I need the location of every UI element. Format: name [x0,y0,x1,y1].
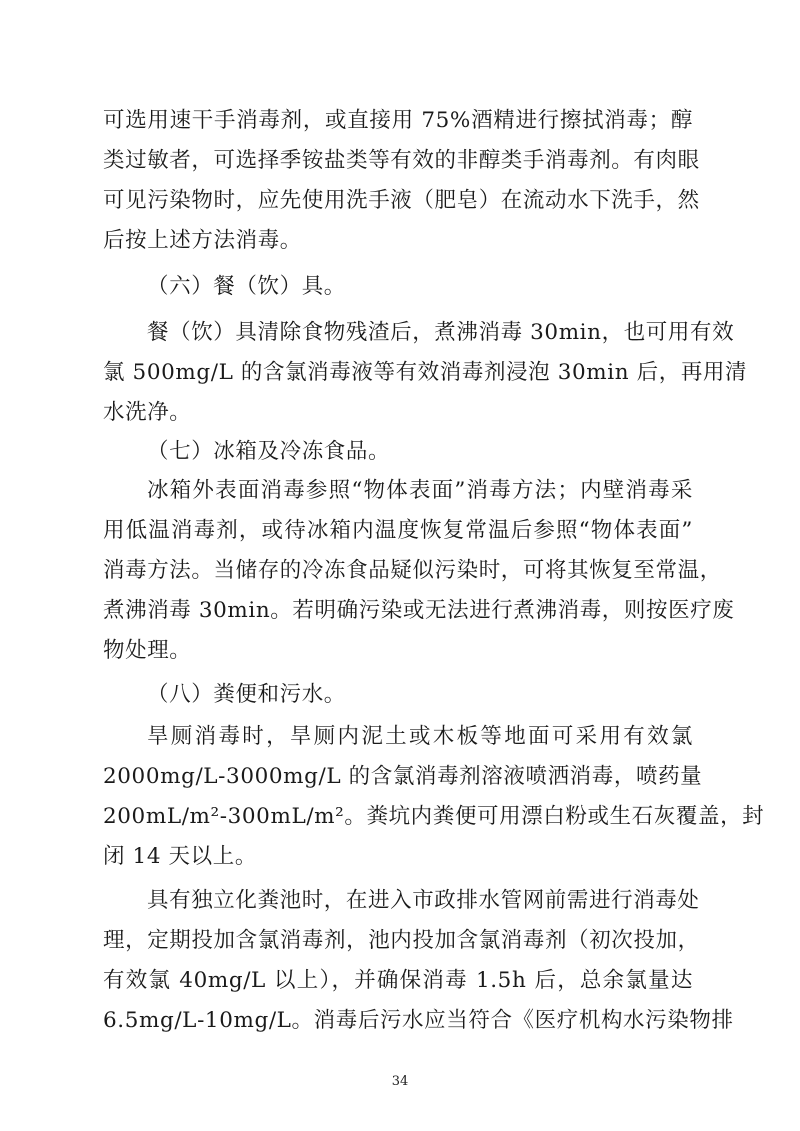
text-line: 煮沸消毒 30min。若明确污染或无法进行煮沸消毒，则按医疗废 [103,598,735,623]
text-line: 类过敏者，可选择季铵盐类等有效的非醇类手消毒剂。有肉眼 [103,148,700,173]
text-line: 物处理。 [103,638,192,663]
page-number: 34 [391,1074,409,1089]
text-line: 水洗净。 [103,400,192,425]
text-line: 后按上述方法消毒。 [103,228,302,253]
text-line: 有效氯 40mg/L 以上），并确保消毒 1.5h 后，总余氯量达 [103,968,693,993]
text-line: 旱厕消毒时，旱厕内泥土或木板等地面可采用有效氯 [147,724,693,749]
text-line: 理，定期投加含氯消毒剂，池内投加含氯消毒剂（初次投加， [103,928,700,953]
section-heading: （八）粪便和污水。 [147,682,346,707]
text-line: 氯 500mg/L 的含氯消毒液等有效消毒剂浸泡 30min 后，再用清 [103,360,748,385]
text-line: 可见污染物时，应先使用洗手液（肥皂）在流动水下洗手，然 [103,188,700,213]
text-line: 冰箱外表面消毒参照“物体表面”消毒方法；内壁消毒采 [147,478,693,503]
text-line: 具有独立化粪池时，在进入市政排水管网前需进行消毒处 [147,888,700,913]
section-heading: （六）餐（饮）具。 [147,274,346,299]
text-line: 消毒方法。当储存的冷冻食品疑似污染时，可将其恢复至常温， [103,558,722,583]
text-line: 闭 14 天以上。 [103,844,257,869]
section-heading: （七）冰箱及冷冻食品。 [147,439,391,464]
text-line: 200mL/m²-300mL/m²。粪坑内粪便可用漂白粉或生石灰覆盖，封 [103,804,765,829]
text-line: 餐（饮）具清除食物残渣后，煮沸消毒 30min，也可用有效 [147,320,735,345]
text-line: 2000mg/L-3000mg/L 的含氯消毒剂溶液喷洒消毒，喷药量 [103,764,703,789]
text-line: 用低温消毒剂，或待冰箱内温度恢复常温后参照“物体表面” [103,518,693,543]
text-line: 可选用速干手消毒剂，或直接用 75%酒精进行擦拭消毒；醇 [103,108,693,133]
text-line: 6.5mg/L-10mg/L。消毒后污水应当符合《医疗机构水污染物排 [103,1008,734,1033]
